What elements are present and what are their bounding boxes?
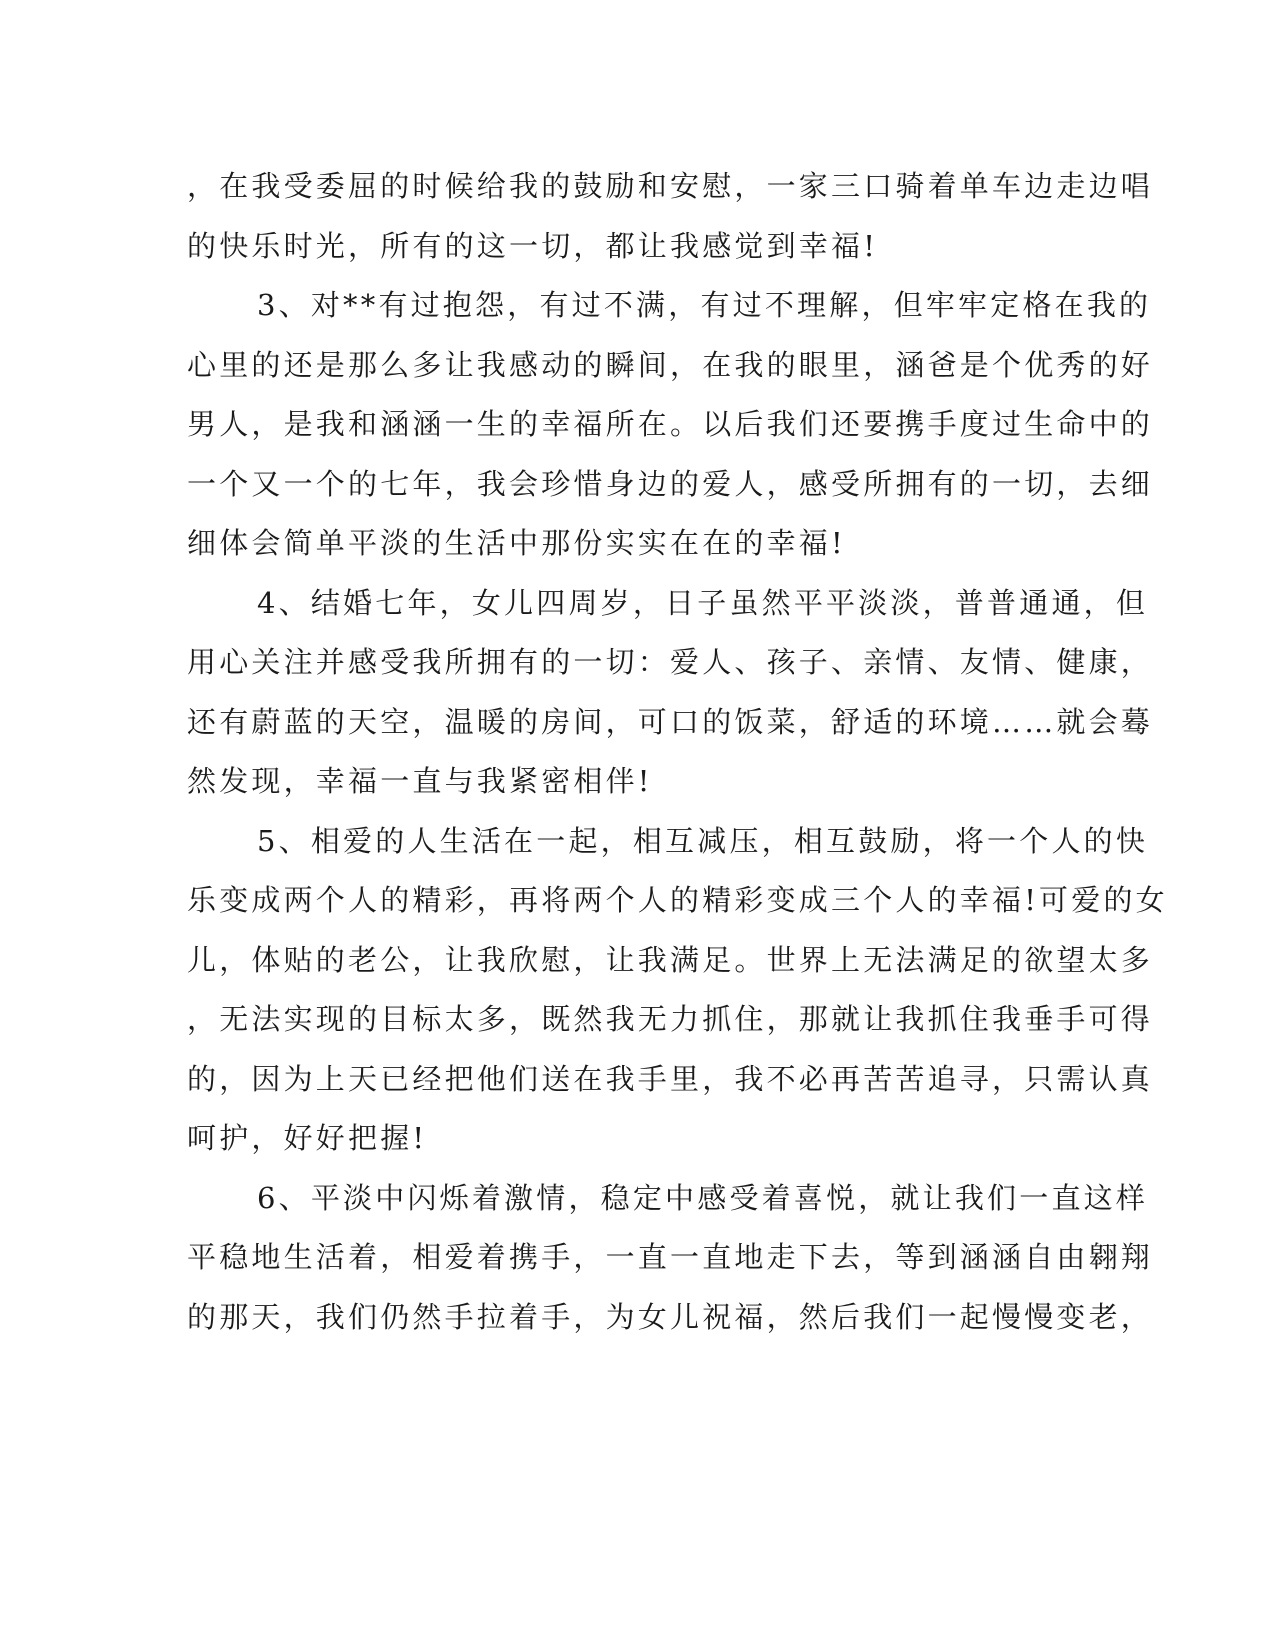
text-line: ，无法实现的目标太多，既然我无力抓住，那就让我抓住我垂手可得 [187, 1002, 1154, 1036]
text-line: 的快乐时光，所有的这一切，都让我感觉到幸福! [187, 228, 879, 263]
text-line: 心里的还是那么多让我感动的瞬间，在我的眼里，涵爸是个优秀的好 [187, 347, 1154, 382]
text-line: 男人，是我和涵涵一生的幸福所在。以后我们还要携手度过生命中的 [187, 407, 1154, 441]
text-line: ，在我受委屈的时候给我的鼓励和安慰，一家三口骑着单车边走边唱 [187, 169, 1154, 203]
text-line: 平稳地生活着，相爱着携手，一直一直地走下去，等到涵涵自由翱翔 [187, 1240, 1154, 1274]
text-line: 的，因为上天已经把他们送在我手里，我不必再苦苦追寻，只需认真 [187, 1061, 1154, 1096]
paragraph-start-line: 5、相爱的人生活在一起，相互减压，相互鼓励，将一个人的快 [257, 823, 1149, 858]
document-body [187, 157, 1168, 1347]
text-line: 然发现，幸福一直与我紧密相伴! [187, 764, 653, 798]
text-line: 用心关注并感受我所拥有的一切：爱人、孩子、亲情、友情、健康， [187, 645, 1154, 679]
paragraph-start-line: 4、结婚七年，女儿四周岁，日子虽然平平淡淡，普普通通，但 [257, 585, 1149, 620]
text-line: 的那天，我们仍然手拉着手，为女儿祝福，然后我们一起慢慢变老， [187, 1299, 1154, 1334]
paragraph-start-line: 6、平淡中闪烁着激情，稳定中感受着喜悦，就让我们一直这样 [257, 1180, 1149, 1215]
text-line: 乐变成两个人的精彩，再将两个人的精彩变成三个人的幸福!可爱的女 [187, 883, 1168, 917]
text-line: 细体会简单平淡的生活中那份实实在在的幸福! [187, 526, 846, 560]
text-line: 一个又一个的七年，我会珍惜身边的爱人，感受所拥有的一切，去细 [187, 466, 1154, 501]
paragraph-start-line: 3、对**有过抱怨，有过不满，有过不理解，但牢牢定格在我的 [257, 288, 1152, 322]
text-line: 儿，体贴的老公，让我欣慰，让我满足。世界上无法满足的欲望太多 [187, 942, 1154, 977]
text-line: 还有蔚蓝的天空，温暖的房间，可口的饭菜，舒适的环境……就会蓦 [187, 704, 1154, 739]
text-line: 呵护，好好把握! [187, 1121, 428, 1155]
